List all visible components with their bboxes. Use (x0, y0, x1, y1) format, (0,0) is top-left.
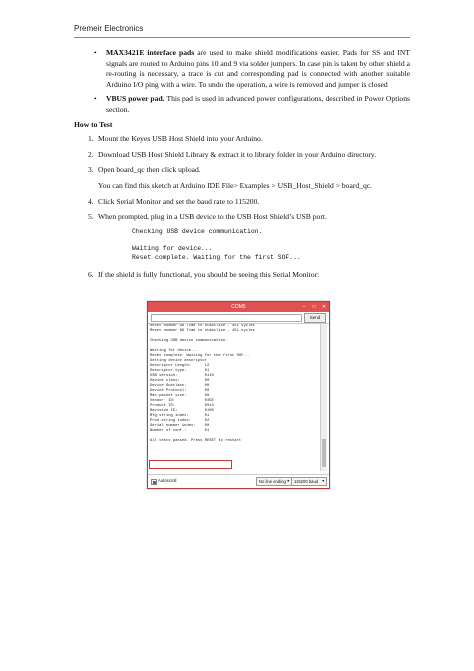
step-number: 5. (88, 212, 94, 222)
autoscroll-label: Autoscroll (158, 478, 177, 483)
autoscroll-checkbox (151, 479, 157, 485)
success-highlight-box (149, 460, 232, 469)
serial-line: Device class: 00 (150, 379, 210, 383)
section-heading: How to Test (74, 119, 113, 129)
code-output: Checking USB device communication. Waiting for device... Reset complete. Waiting for the first SOF... (132, 227, 301, 261)
serial-line: Checking USB device communication. (150, 339, 228, 343)
serial-scrollbar (320, 324, 327, 471)
baud-rate-value: 115200 baud (294, 479, 319, 484)
step-6 (74, 270, 410, 281)
serial-line: Serial number index: 00 (150, 424, 210, 428)
step-number: 6. (88, 270, 94, 280)
serial-line: Reset number 98 Time to stabilize - 451 cycles (150, 324, 255, 328)
step-number: 3. (88, 165, 94, 175)
step-text: Download USB Host Shield Library & extract it to library folder in your Arduino directory. (98, 149, 377, 159)
step-text: When prompted, plug in a USB device to the USB Host Shield’s USB port. (98, 212, 327, 222)
chevron-down-icon: ▼ (321, 479, 325, 483)
serial-line: Product ID: 0013 (150, 404, 214, 408)
page-header: Premeir Electronics (74, 24, 144, 33)
step-4 (74, 197, 410, 208)
baud-rate-select (291, 477, 327, 486)
serial-line: Mfg.string index: 01 (150, 414, 210, 418)
serial-line: Prod.string index: 02 (150, 419, 210, 423)
scrollbar-thumb (322, 439, 326, 467)
minimize-icon: – (302, 304, 306, 310)
bullet-vbus (74, 94, 410, 115)
bullet-term: VBUS power pad. (106, 94, 165, 104)
serial-line: Reset complete. Waiting for the first SOF... (150, 354, 251, 358)
serial-line: Number of conf.: 01 (150, 429, 210, 433)
step-text: Open board_qc then click upload. (98, 165, 201, 175)
step-number: 2. (88, 149, 94, 159)
line-ending-select (256, 477, 292, 486)
serial-input (151, 314, 302, 322)
close-icon: ✕ (321, 304, 327, 310)
serial-line: Vendor ID: 045E (150, 399, 214, 403)
chevron-down-icon: ▼ (286, 479, 290, 483)
serial-line: Revision ID: 0100 (150, 409, 214, 413)
bullet-dot: • (94, 94, 97, 104)
serial-monitor-screenshot (147, 301, 330, 489)
window-title: COM5 (231, 304, 246, 310)
serial-line: Device Protocol: 00 (150, 389, 210, 393)
step-text: If the shield is fully functional, you should be seeing this Serial Monitor: (98, 270, 320, 280)
bullet-term: MAX3421E interface pads (106, 48, 195, 57)
step-number: 1. (88, 134, 94, 144)
maximize-icon: □ (312, 304, 316, 310)
bullet-text: This pad is used in advanced power configurations, described in Power Options section. (106, 94, 410, 114)
step-2 (74, 150, 410, 161)
serial-line: Max.packet size: 08 (150, 394, 210, 398)
serial-line: Descriptor Length: 12 (150, 364, 210, 368)
send-button: Send (304, 313, 326, 323)
step-3 (74, 165, 410, 176)
serial-line: All tests passed. Press RESET to restart (150, 439, 242, 443)
bullet-text: are used to make shield modifications easier. Pads for SS and INT signals are routed to Arduino pins 10 and 9 via solder jumpers. In case pin is taken by other shield a re-routing is necessary, a trace is cut and corresponding pad is connected with another suitable Arduino I/O ping with a wire. To undo the operation, a wire is removed and jumper is closed (106, 48, 410, 89)
header-divider (74, 37, 410, 38)
serial-line: Waiting for device... (150, 349, 198, 353)
window-titlebar (148, 302, 329, 312)
step-1 (74, 134, 410, 145)
serial-statusbar (148, 474, 329, 488)
serial-line: Reset number 99 Time to stabilize - 451 cycles (150, 329, 255, 333)
bullet-max3421e (74, 48, 410, 90)
serial-line: USB version: 0110 (150, 374, 214, 378)
serial-line: Device Subclass: 00 (150, 384, 210, 388)
step-5 (74, 212, 410, 223)
serial-line: Getting device descriptor (150, 359, 207, 363)
sketch-note: You can find this sketch at Arduino IDE File> Examples > USB_Host_Shield > board_qc. (98, 180, 373, 190)
document-body (74, 48, 410, 286)
step-text: Mount the Keyes USB Host Shield into your Arduino. (98, 134, 263, 144)
line-ending-value: No line ending (259, 479, 286, 484)
input-row (148, 312, 329, 324)
step-number: 4. (88, 196, 94, 206)
step-text: Click Serial Monitor and set the baud rate to 115200. (98, 196, 260, 206)
bullet-dot: • (94, 48, 97, 57)
serial-output (150, 324, 318, 471)
serial-line: Descriptor type: 01 (150, 369, 210, 373)
